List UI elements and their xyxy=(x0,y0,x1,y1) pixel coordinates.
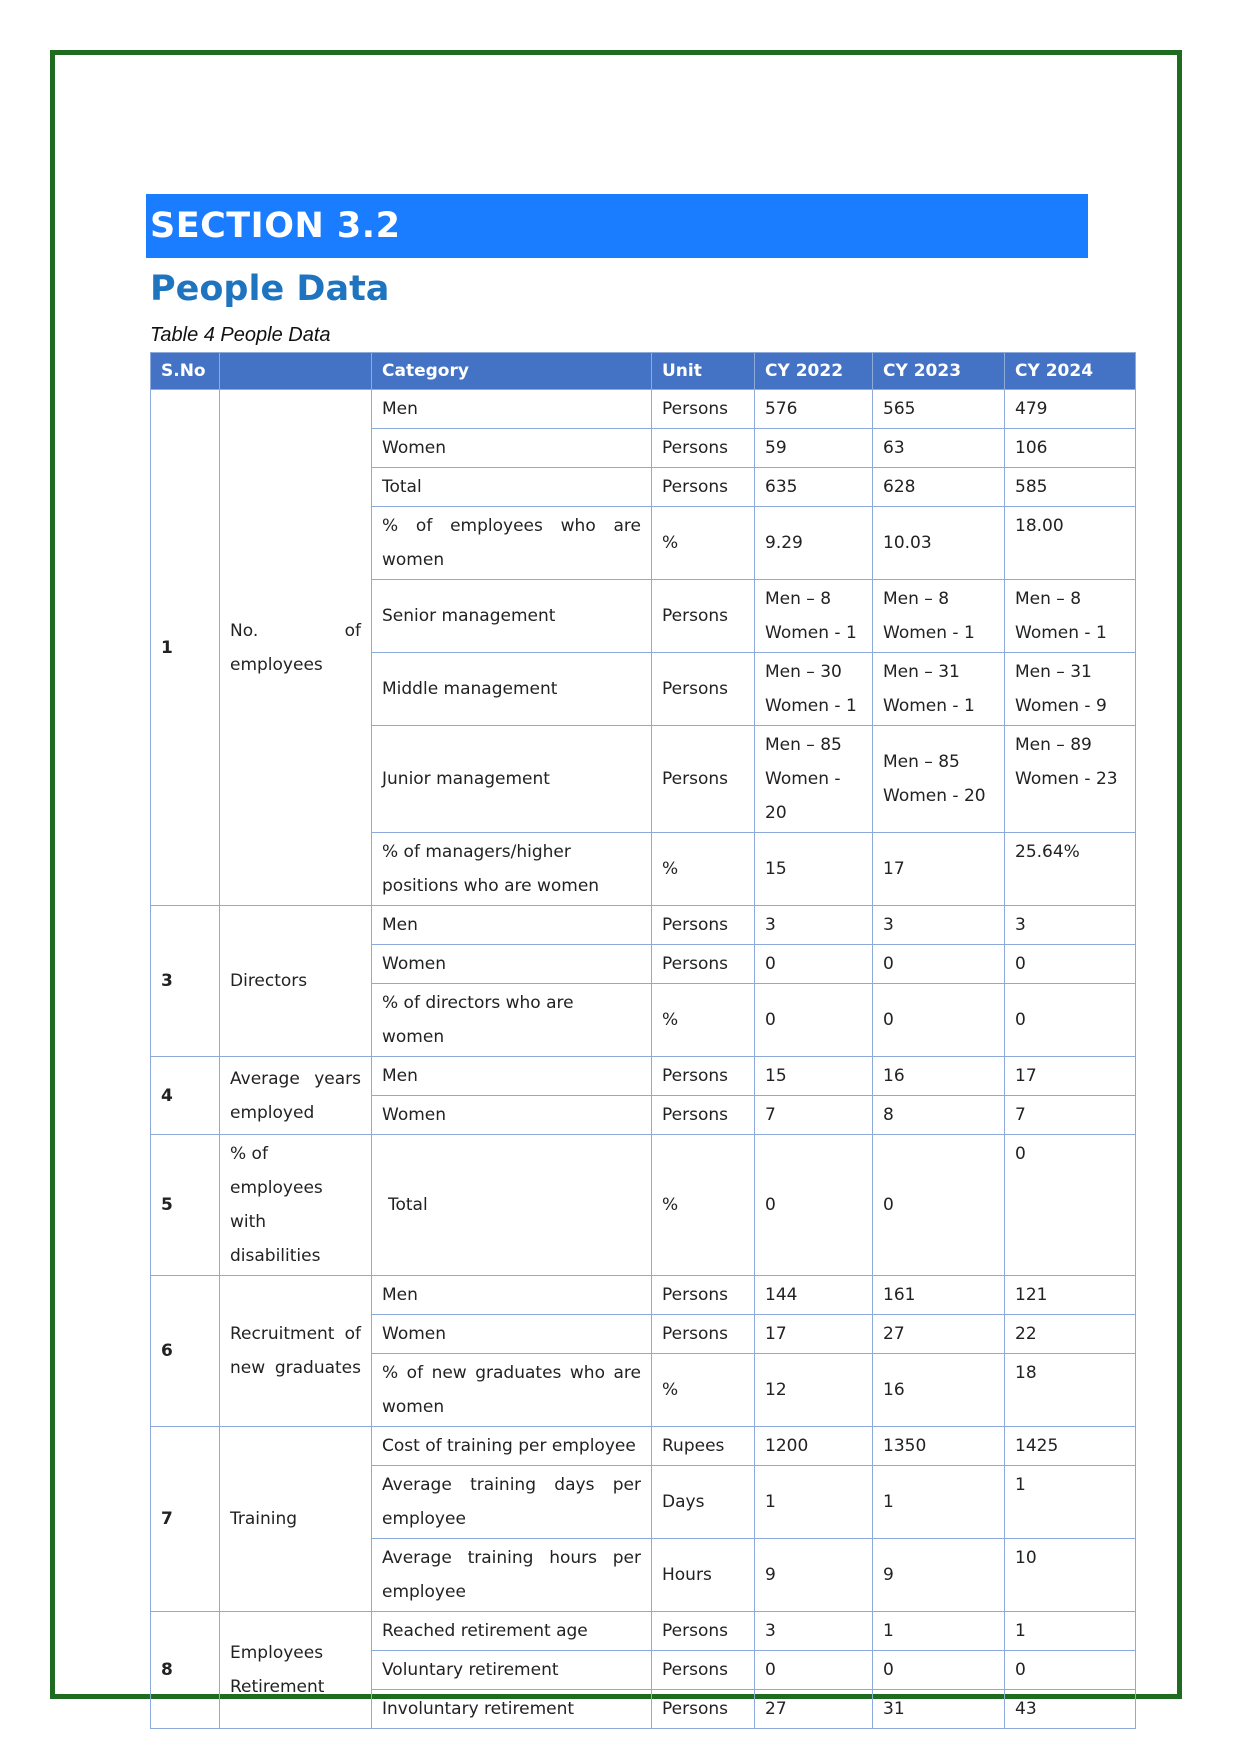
value-cell: Men – 31 Women - 9 xyxy=(1005,653,1136,726)
group-label: Recruitment of new graduates xyxy=(220,1276,372,1427)
value-cell: 0 xyxy=(1005,945,1136,984)
value-cell: 0 xyxy=(873,984,1005,1057)
value-cell: 10.03 xyxy=(873,507,1005,580)
value-cell: 0 xyxy=(1005,1651,1136,1690)
category-cell: % of directors who are women xyxy=(372,984,652,1057)
value-cell: 9.29 xyxy=(755,507,873,580)
value-cell: 27 xyxy=(873,1315,1005,1354)
category-cell: Men xyxy=(372,906,652,945)
value-cell: 0 xyxy=(755,984,873,1057)
unit-cell: Persons xyxy=(652,580,755,653)
unit-cell: % xyxy=(652,833,755,906)
value-cell: 17 xyxy=(1005,1057,1136,1096)
category-cell: Men xyxy=(372,1057,652,1096)
value-cell: 18 xyxy=(1005,1354,1136,1427)
serial-number: 1 xyxy=(151,390,220,906)
value-cell: 8 xyxy=(873,1096,1005,1135)
group-label: % of employees with disabilities xyxy=(220,1135,372,1276)
category-cell: Reached retirement age xyxy=(372,1612,652,1651)
unit-cell: Persons xyxy=(652,429,755,468)
value-cell: 565 xyxy=(873,390,1005,429)
category-cell: Men xyxy=(372,390,652,429)
value-cell: 479 xyxy=(1005,390,1136,429)
unit-cell: Persons xyxy=(652,390,755,429)
unit-cell: Persons xyxy=(652,1651,755,1690)
unit-cell: Days xyxy=(652,1466,755,1539)
category-cell: Men xyxy=(372,1276,652,1315)
value-cell: 0 xyxy=(873,1135,1005,1276)
value-cell: 59 xyxy=(755,429,873,468)
serial-number: 6 xyxy=(151,1276,220,1427)
group-label: No. of employees xyxy=(220,390,372,906)
table-row xyxy=(151,1057,1136,1096)
value-cell: Men – 8 Women - 1 xyxy=(873,580,1005,653)
section-banner: SECTION 3.2 xyxy=(146,194,1088,258)
value-cell: 628 xyxy=(873,468,1005,507)
unit-cell: Persons xyxy=(652,906,755,945)
value-cell: 17 xyxy=(755,1315,873,1354)
group-label: Average years employed xyxy=(220,1057,372,1135)
category-cell: Women xyxy=(372,945,652,984)
category-cell: Average training days per employee xyxy=(372,1466,652,1539)
value-cell: 144 xyxy=(755,1276,873,1315)
category-cell: Involuntary retirement xyxy=(372,1690,652,1729)
category-cell: Junior management xyxy=(372,726,652,833)
category-cell: % of managers/higher positions who are women xyxy=(372,833,652,906)
table-row xyxy=(151,390,1136,429)
unit-cell: Persons xyxy=(652,726,755,833)
value-cell: 0 xyxy=(755,945,873,984)
serial-number: 4 xyxy=(151,1057,220,1135)
header-unit: Unit xyxy=(652,353,755,390)
table-caption: Table 4 People Data xyxy=(150,324,331,346)
header-cy-2024: CY 2024 xyxy=(1005,353,1136,390)
serial-number: 8 xyxy=(151,1612,220,1729)
value-cell: 3 xyxy=(873,906,1005,945)
unit-cell: Persons xyxy=(652,1096,755,1135)
table-header-row xyxy=(151,353,1136,390)
unit-cell: Persons xyxy=(652,1276,755,1315)
header-blank xyxy=(220,353,372,390)
unit-cell: % xyxy=(652,1354,755,1427)
value-cell: 7 xyxy=(755,1096,873,1135)
unit-cell: Persons xyxy=(652,1315,755,1354)
category-cell: % of employees who are women xyxy=(372,507,652,580)
value-cell: 27 xyxy=(755,1690,873,1729)
value-cell: 18.00 xyxy=(1005,507,1136,580)
value-cell: Men – 85 Women - 20 xyxy=(873,726,1005,833)
value-cell: 3 xyxy=(755,906,873,945)
value-cell: Men – 85 Women - 20 xyxy=(755,726,873,833)
category-cell: Senior management xyxy=(372,580,652,653)
unit-cell: Persons xyxy=(652,653,755,726)
value-cell: 1 xyxy=(873,1612,1005,1651)
value-cell: 9 xyxy=(873,1539,1005,1612)
value-cell: 106 xyxy=(1005,429,1136,468)
category-cell: Average training hours per employee xyxy=(372,1539,652,1612)
category-cell: Women xyxy=(372,429,652,468)
category-cell: Women xyxy=(372,1096,652,1135)
people-data-table xyxy=(150,352,1136,1729)
table-row xyxy=(151,906,1136,945)
value-cell: 1425 xyxy=(1005,1427,1136,1466)
table-row xyxy=(151,1427,1136,1466)
unit-cell: % xyxy=(652,507,755,580)
value-cell: 0 xyxy=(755,1651,873,1690)
value-cell: 0 xyxy=(1005,984,1136,1057)
value-cell: Men – 30 Women - 1 xyxy=(755,653,873,726)
value-cell: 10 xyxy=(1005,1539,1136,1612)
value-cell: Men – 8 Women - 1 xyxy=(755,580,873,653)
value-cell: 0 xyxy=(873,1651,1005,1690)
group-label: Training xyxy=(220,1427,372,1612)
value-cell: 1 xyxy=(1005,1466,1136,1539)
value-cell: 585 xyxy=(1005,468,1136,507)
value-cell: Men – 8 Women - 1 xyxy=(1005,580,1136,653)
unit-cell: Persons xyxy=(652,1690,755,1729)
unit-cell: Persons xyxy=(652,945,755,984)
value-cell: 1350 xyxy=(873,1427,1005,1466)
value-cell: 161 xyxy=(873,1276,1005,1315)
value-cell: 9 xyxy=(755,1539,873,1612)
table-row xyxy=(151,1135,1136,1276)
serial-number: 3 xyxy=(151,906,220,1057)
unit-cell: Persons xyxy=(652,1057,755,1096)
value-cell: 121 xyxy=(1005,1276,1136,1315)
value-cell: 16 xyxy=(873,1057,1005,1096)
header-sno: S.No xyxy=(151,353,220,390)
value-cell: Men – 89 Women - 23 xyxy=(1005,726,1136,833)
table-row xyxy=(151,1276,1136,1315)
value-cell: 1 xyxy=(755,1466,873,1539)
value-cell: Men – 31 Women - 1 xyxy=(873,653,1005,726)
value-cell: 12 xyxy=(755,1354,873,1427)
value-cell: 3 xyxy=(1005,906,1136,945)
unit-cell: Persons xyxy=(652,468,755,507)
unit-cell: Hours xyxy=(652,1539,755,1612)
unit-cell: % xyxy=(652,1135,755,1276)
unit-cell: % xyxy=(652,984,755,1057)
header-category: Category xyxy=(372,353,652,390)
serial-number: 5 xyxy=(151,1135,220,1276)
header-cy-2022: CY 2022 xyxy=(755,353,873,390)
value-cell: 1200 xyxy=(755,1427,873,1466)
value-cell: 0 xyxy=(873,945,1005,984)
table-row xyxy=(151,1612,1136,1651)
unit-cell: Rupees xyxy=(652,1427,755,1466)
value-cell: 0 xyxy=(1005,1135,1136,1276)
value-cell: 7 xyxy=(1005,1096,1136,1135)
value-cell: 3 xyxy=(755,1612,873,1651)
unit-cell: Persons xyxy=(652,1612,755,1651)
category-cell: Total xyxy=(372,468,652,507)
value-cell: 43 xyxy=(1005,1690,1136,1729)
value-cell: 22 xyxy=(1005,1315,1136,1354)
value-cell: 15 xyxy=(755,833,873,906)
category-cell: Total xyxy=(372,1135,652,1276)
value-cell: 17 xyxy=(873,833,1005,906)
value-cell: 63 xyxy=(873,429,1005,468)
header-cy-2023: CY 2023 xyxy=(873,353,1005,390)
value-cell: 25.64% xyxy=(1005,833,1136,906)
value-cell: 15 xyxy=(755,1057,873,1096)
value-cell: 1 xyxy=(1005,1612,1136,1651)
category-cell: Middle management xyxy=(372,653,652,726)
category-cell: Cost of training per employee xyxy=(372,1427,652,1466)
group-label: Employees Retirement xyxy=(220,1612,372,1729)
value-cell: 0 xyxy=(755,1135,873,1276)
section-title: People Data xyxy=(150,269,390,309)
value-cell: 1 xyxy=(873,1466,1005,1539)
category-cell: Women xyxy=(372,1315,652,1354)
value-cell: 635 xyxy=(755,468,873,507)
value-cell: 576 xyxy=(755,390,873,429)
group-label: Directors xyxy=(220,906,372,1057)
value-cell: 16 xyxy=(873,1354,1005,1427)
category-cell: Voluntary retirement xyxy=(372,1651,652,1690)
value-cell: 31 xyxy=(873,1690,1005,1729)
category-cell: % of new graduates who are women xyxy=(372,1354,652,1427)
serial-number: 7 xyxy=(151,1427,220,1612)
